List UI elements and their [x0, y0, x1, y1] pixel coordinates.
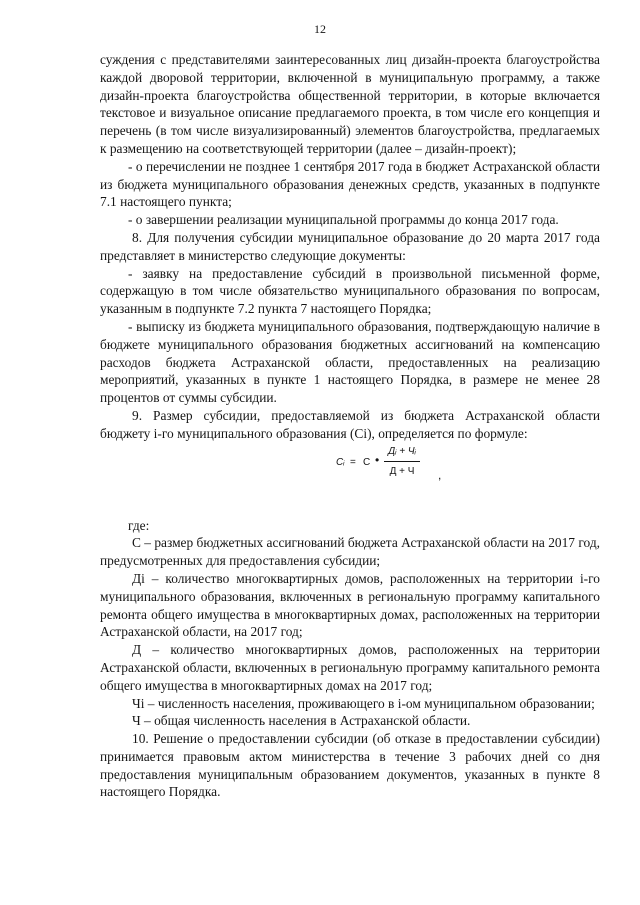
paragraph-item-extract: - выписку из бюджета муниципального образования, подтверждающую наличие в бюджете муниципального образования бюджетных ассигнований на компенсацию расходов бюджета Астраханской области, предоставленных на реализацию мероприятий, указанных в пункте 1 настоящего Порядка, в размере не менее 28 процентов от суммы субсидии. [100, 318, 600, 406]
formula-numerator: Дᵢ + Чᵢ [384, 443, 420, 463]
paragraph-item-completion: - о завершении реализации муниципальной программы до конца 2017 года. [128, 212, 559, 228]
document-body [100, 51, 600, 801]
formula-equals: = [350, 456, 356, 468]
definition-d: Д – количество многоквартирных домов, расположенных на территории Астраханской области, включенных в региональную программу капитального ремонта общего имущества в многоквартирных домах на 2017 год; [100, 642, 600, 693]
paragraph-section-10: 10. Решение о предоставлении субсидии (об отказе в предоставлении субсидии) принимается правовым актом министерства в течение 3 рабочих дней со дня предоставления муниципальным образованием документов, указанных в пункте 8 настоящего Порядка. [100, 731, 600, 800]
paragraph-continuation: суждения с представителями заинтересованных лиц дизайн-проекта благоустройства каждой дворовой территории, включенной в муниципальную программу, а также дизайн-проекта благоустройства общественной территории, в которые включается текстовое и визуальное описание предлагаемого проекта, в том числе его концепция и перечень (в том числе визуализированный) элементов благоустройства, предлагаемых к размещению на соответствующей территории (далее – дизайн-проект); [100, 52, 600, 156]
formula-comma: , [438, 467, 442, 482]
paragraph-item-transfer: - о перечислении не позднее 1 сентября 2017 года в бюджет Астраханской области из бюджета муниципального образования денежных средств, указанных в подпункте 7.1 настоящего пункта; [100, 158, 600, 210]
page-number: 12 [314, 22, 326, 36]
definition-chi: Чi – численность населения, проживающего в i-ом муниципальном образовании; [132, 695, 595, 711]
formula-denominator: Д + Ч [389, 466, 415, 478]
paragraph-section-8: 8. Для получения субсидии муниципальное образование до 20 марта 2017 года представляет в министерство следующие документы: [100, 229, 600, 263]
subsidy-formula [100, 443, 600, 491]
definition-c: С – размер бюджетных ассигнований бюджета Астраханской области на 2017 год, предусмотренных для предоставления субсидии; [100, 535, 600, 569]
formula-multiply: • [375, 452, 380, 467]
definition-ch: Ч – общая численность населения в Астраханской области. [132, 713, 471, 729]
where-label: где: [128, 517, 150, 533]
formula-fraction [384, 443, 420, 482]
formula-c: С [363, 456, 371, 468]
paragraph-section-9: 9. Размер субсидии, предоставляемой из бюджета Астраханской области бюджету i-го муниципального образования (Ci), определяется по формуле: [100, 407, 600, 441]
paragraph-item-application: - заявку на предоставление субсидий в произвольной письменной форме, содержащую в том числе обязательство муниципального образования по вопросам, указанным в подпункте 7.2 пункта 7 настоящего Порядка; [100, 265, 600, 317]
definition-di: Дi – количество многоквартирных домов, расположенных на территории i-го муниципального образования, включенных в региональную программу капитального ремонта общего имущества в многоквартирных домах, расположенных на территории Астраханской области, на 2017 год; [100, 570, 600, 640]
formula-lhs: Cᵢ [336, 456, 345, 468]
